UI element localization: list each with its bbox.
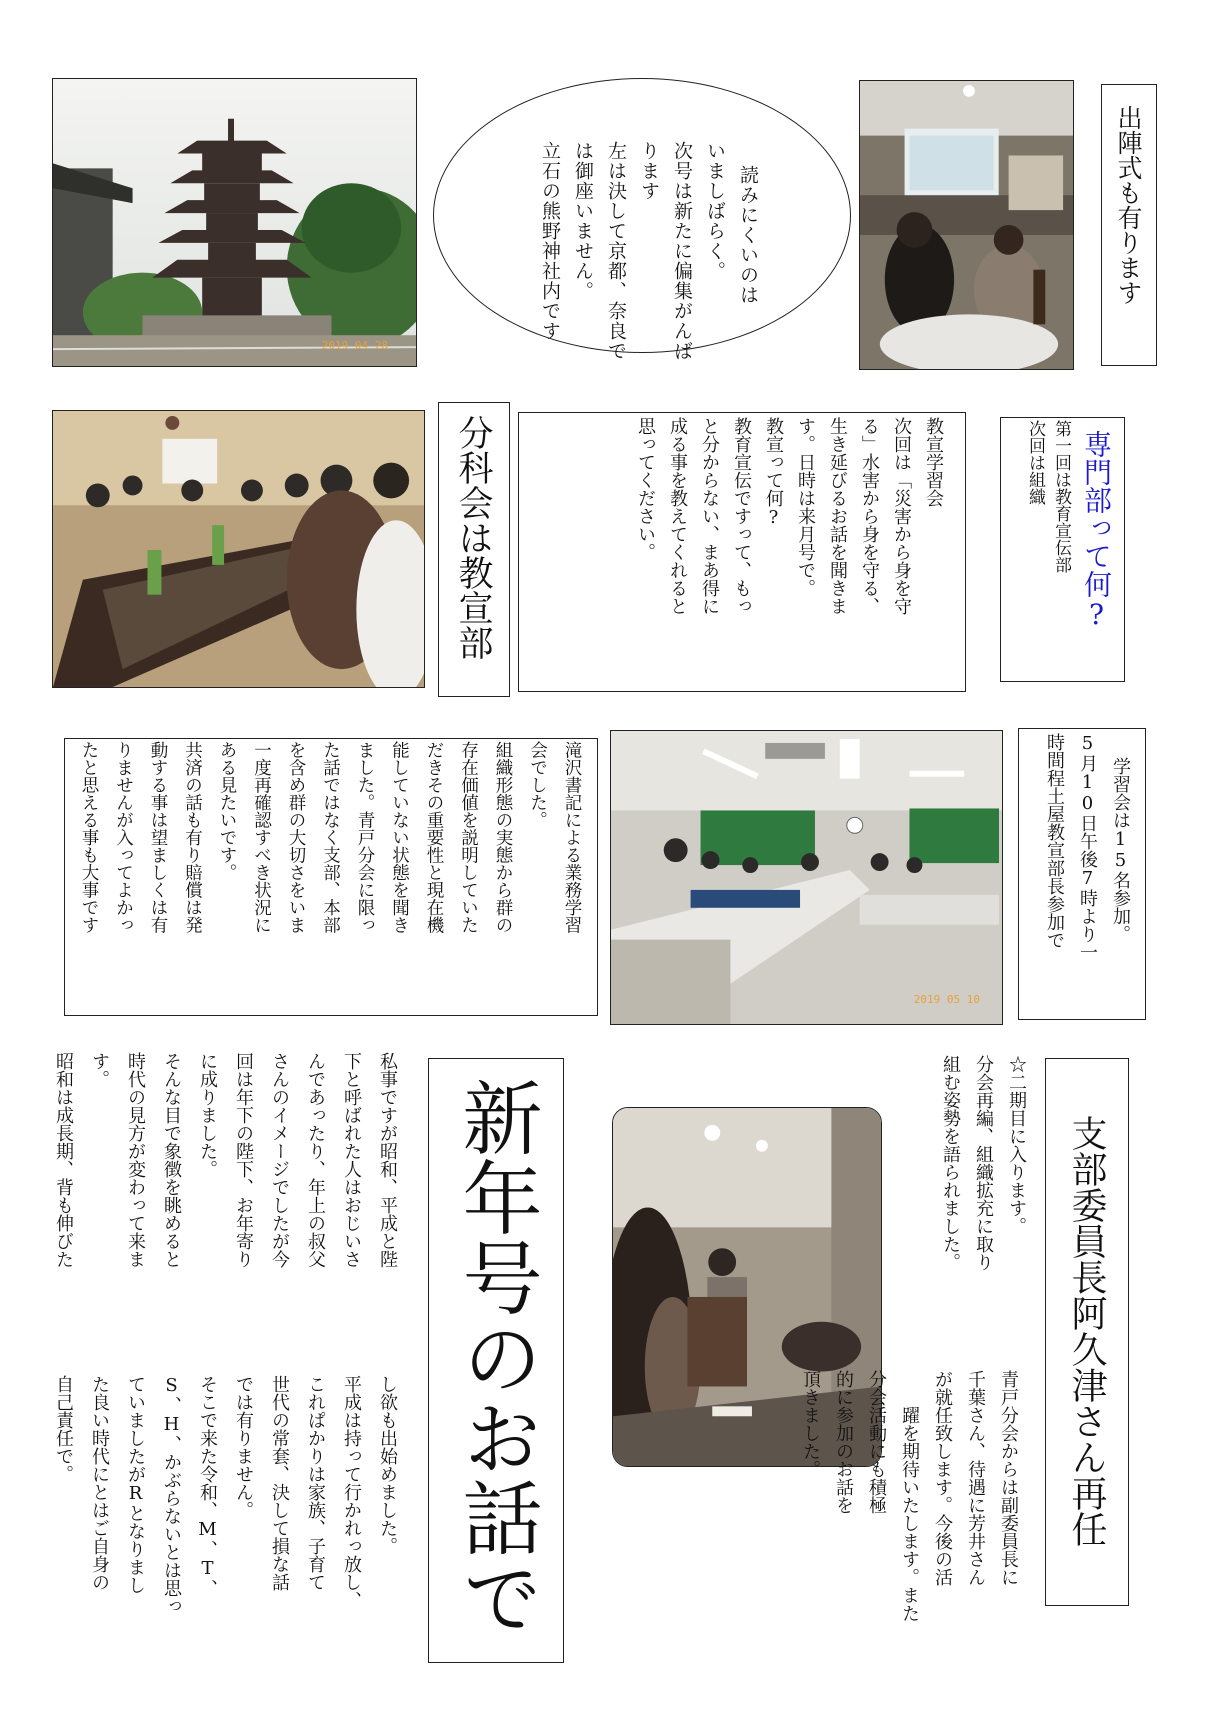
photo-study-meeting bbox=[610, 730, 1003, 1025]
heading-shingengo: 新年号のお話で bbox=[428, 1058, 564, 1663]
senmonbu-box bbox=[1000, 417, 1125, 682]
oval-note bbox=[433, 78, 851, 361]
shingengo-text-right: 私事ですが昭和、平成と陛 下と呼ばれた人はおじいさ んであったり、年上の叔父 さんのイメージでしたが今 回は年下の陛下、お年寄り に成りました。 そんな目で象徴を眺めると 時代の見方が変わって来ま す。 昭和は成長期、背も伸びた bbox=[53, 1052, 398, 1268]
akutsu-text-left: 青戸分会からは副委員長に 千葉さん、待遇に芳井さん が就任致します。今後の活 躍を期待いたします。また 分会活動にも積極 的に参加のお話を 頂きました。 bbox=[800, 1370, 1019, 1622]
photo-banquet bbox=[859, 80, 1074, 370]
kyousen-article-text: 教宣学習会 次回は「災害から身を守 る」水害から身を守る、 生き延びるお話を聞きま す。日時は来月号で。 教宣って何? 教育宣伝ですって、もっ と分からない、まあ得に 成る事を教えてくれると 思ってください。 bbox=[635, 417, 944, 615]
shingengo-text-left: し欲も出始めました。 平成は持って行かれっ放し、 これぱかりは家族、子育て 世代の常套、決して損な話 では有りません。 そこで来た令和、M、T、 S、H、かぶらないとは思っ ていましたがRとなりまし た良い時代にとはご自身の 自己責任で。 bbox=[53, 1375, 398, 1615]
gakushukai-note-text: 学習会は15名参加。 5月10日午後7時より一 時間程土屋教宣部長参加で bbox=[1044, 733, 1131, 961]
kyousen-article bbox=[518, 412, 966, 692]
senmonbu-title: 専門部って何? bbox=[1080, 430, 1113, 631]
takizawa-article bbox=[64, 738, 598, 1016]
heading-shutsujin: 出陣式も有ります bbox=[1101, 84, 1157, 366]
heading-bunkakai: 分科会は教宣部 bbox=[438, 402, 510, 697]
gakushukai-note bbox=[1018, 728, 1146, 1020]
photo-date-stamp: 2019 05 10 bbox=[913, 993, 980, 1006]
photo-pagoda bbox=[52, 78, 417, 367]
takizawa-article-text: 滝沢書記による業務学習 会でした。 組織形態の実態から群の 存在価値を説明していた だきその重要性と現在機 能していない状態を聞き ました。青戸分会に限っ た話ではなく支部、本部 を含め群の大切さをいま 一度再確認すべき状況に ある見たいです。 共済の話も有り賠償は発 動する事は望ましくは有 りませんが入ってよかっ たと思える事も大事です bbox=[79, 741, 582, 934]
heading-akutsu: 支部委員長阿久津さん再任 bbox=[1045, 1058, 1129, 1606]
photo-bunkakai-meeting bbox=[52, 410, 425, 688]
akutsu-text-right: ☆二期目に入ります。 分会再編、組織拡充に取り 組む姿勢を語られました。 bbox=[940, 1055, 1027, 1271]
oval-note-text: 読みにくいのは いましばらく。 次号は新たに偏集がんば ります 左は決して京都、奈良で は御座いません。 立石の熊野神社内です bbox=[539, 141, 759, 361]
senmonbu-text: 第一回は教育宣伝部 次回は組織 bbox=[1025, 420, 1071, 573]
photo-date-stamp: 2019 04 28 bbox=[321, 339, 388, 352]
